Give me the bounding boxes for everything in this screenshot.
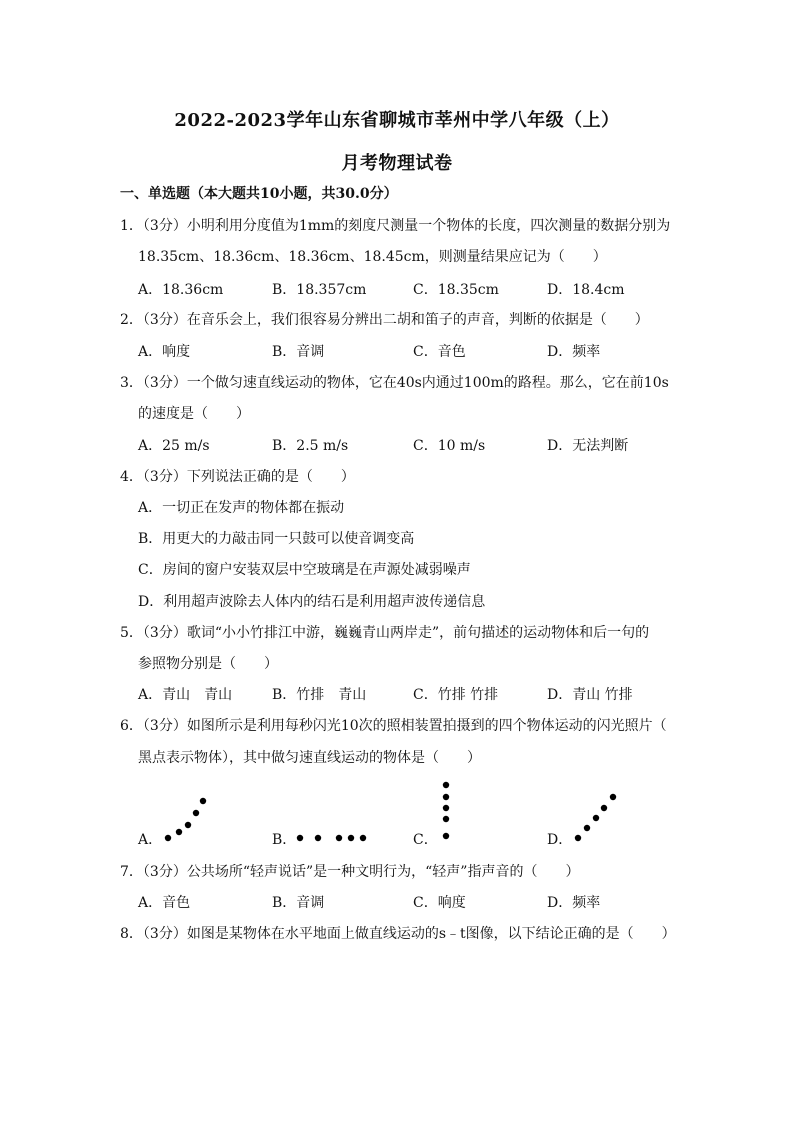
q6-b-dot <box>348 835 354 841</box>
q6-d-dot <box>601 805 607 811</box>
q1-option-c: C．18.35cm <box>413 282 499 298</box>
q6-a-dot <box>165 835 171 841</box>
q6-c-dot <box>443 782 449 788</box>
q3-option-c: C．10 m/s <box>413 438 486 454</box>
q6-b-dot <box>336 835 342 841</box>
q6-b-dot <box>360 835 366 841</box>
q2-option-a: A．响度 <box>138 344 191 360</box>
q4-option-c: C．房间的窗户安装双层中空玻璃是在声源处减弱噪声 <box>138 562 471 578</box>
q7-option-c: C．响度 <box>413 895 466 911</box>
q6-c-dot <box>443 816 449 822</box>
exam-title-line2: 月考物理试卷 <box>341 153 453 174</box>
q1-option-a: A．18.36cm <box>138 282 224 298</box>
question-3-line-1: 3．（3分）一个做匀速直线运动的物体，它在40s内通过100m的路程。那么，它在前10s <box>120 375 669 391</box>
q6-a-dot <box>176 829 182 835</box>
q3-option-a: A．25 m/s <box>138 438 210 454</box>
q2-option-d: D．频率 <box>547 344 601 360</box>
q6-option-b: B． <box>272 832 297 848</box>
q4-option-a: A．一切正在发声的物体都在振动 <box>138 500 345 516</box>
q7-option-d: D．频率 <box>547 895 601 911</box>
q6-diagram-b <box>294 830 374 846</box>
q3-option-d: D．无法判断 <box>547 438 629 454</box>
q5-option-d: D．青山 竹排 <box>547 687 633 703</box>
q4-option-b: B．用更大的力敲击同一只鼓可以使音调变高 <box>138 531 415 547</box>
q2-option-b: B．音调 <box>272 344 325 360</box>
q6-b-dot <box>315 835 321 841</box>
question-3-line-2: 的速度是（ ） <box>138 406 250 422</box>
section-heading: 一、单选题（本大题共10小题，共30.0分） <box>120 186 398 202</box>
q3-option-b: B．2.5 m/s <box>272 438 349 454</box>
q6-option-d: D． <box>547 832 573 848</box>
q4-option-d: D．利用超声波除去人体内的结石是利用超声波传递信息 <box>138 594 486 610</box>
question-6-line-2: 黑点表示物体），其中做匀速直线运动的物体是（ ） <box>138 750 481 766</box>
q6-c-dot <box>443 794 449 800</box>
q6-c-dot <box>443 833 449 839</box>
question-7-line-1: 7．（3分）公共场所“轻声说话”是一种文明行为，“轻声”指声音的（ ） <box>120 864 580 880</box>
q6-a-dot <box>185 822 191 828</box>
q6-option-c: C． <box>413 832 438 848</box>
question-5-line-1: 5．（3分）歌词“小小竹排江中游，巍巍青山两岸走”，前句描述的运动物体和后一句的 <box>120 625 650 641</box>
q6-diagram-d <box>570 786 622 846</box>
q6-a-dot <box>193 810 199 816</box>
q6-option-a: A． <box>138 832 163 848</box>
q6-d-dot <box>575 835 581 841</box>
question-6-line-1: 6．（3分）如图所示是利用每秒闪光10次的照相装置拍摄到的四个物体运动的闪光照片（ <box>120 718 667 734</box>
q1-option-b: B．18.357cm <box>272 282 367 298</box>
q5-option-a: A．青山 青山 <box>138 687 233 703</box>
q6-d-dot <box>584 825 590 831</box>
question-8-line-1: 8．（3分）如图是某物体在水平地面上做直线运动的s﹣t图像，以下结论正确的是（ ） <box>120 926 676 942</box>
exam-title-line1: 2022-2023学年山东省聊城市莘州中学八年级（上） <box>174 110 620 131</box>
q6-diagram-a <box>162 790 212 846</box>
q2-option-c: C．音色 <box>413 344 466 360</box>
q6-diagram-c <box>436 778 456 846</box>
question-4-line-1: 4．（3分）下列说法正确的是（ ） <box>120 469 355 485</box>
question-1-line-1: 1．（3分）小明利用分度值为1mm的刻度尺测量一个物体的长度，四次测量的数据分别为 <box>120 218 671 234</box>
q6-b-dot <box>297 835 303 841</box>
q6-c-dot <box>443 805 449 811</box>
q7-option-b: B．音调 <box>272 895 325 911</box>
q7-option-a: A．音色 <box>138 895 191 911</box>
q5-option-c: C．竹排 竹排 <box>413 687 499 703</box>
q1-option-d: D．18.4cm <box>547 282 625 298</box>
question-2-line-1: 2．（3分）在音乐会上，我们很容易分辨出二胡和笛子的声音，判断的依据是（ ） <box>120 312 649 328</box>
q6-a-dot <box>200 798 206 804</box>
question-5-line-2: 参照物分别是（ ） <box>138 656 278 672</box>
question-1-line-2: 18.35cm、18.36cm、18.36cm、18.45cm，则测量结果应记为（ ） <box>138 249 607 265</box>
q6-d-dot <box>610 794 616 800</box>
q5-option-b: B．竹排 青山 <box>272 687 367 703</box>
q6-d-dot <box>593 815 599 821</box>
